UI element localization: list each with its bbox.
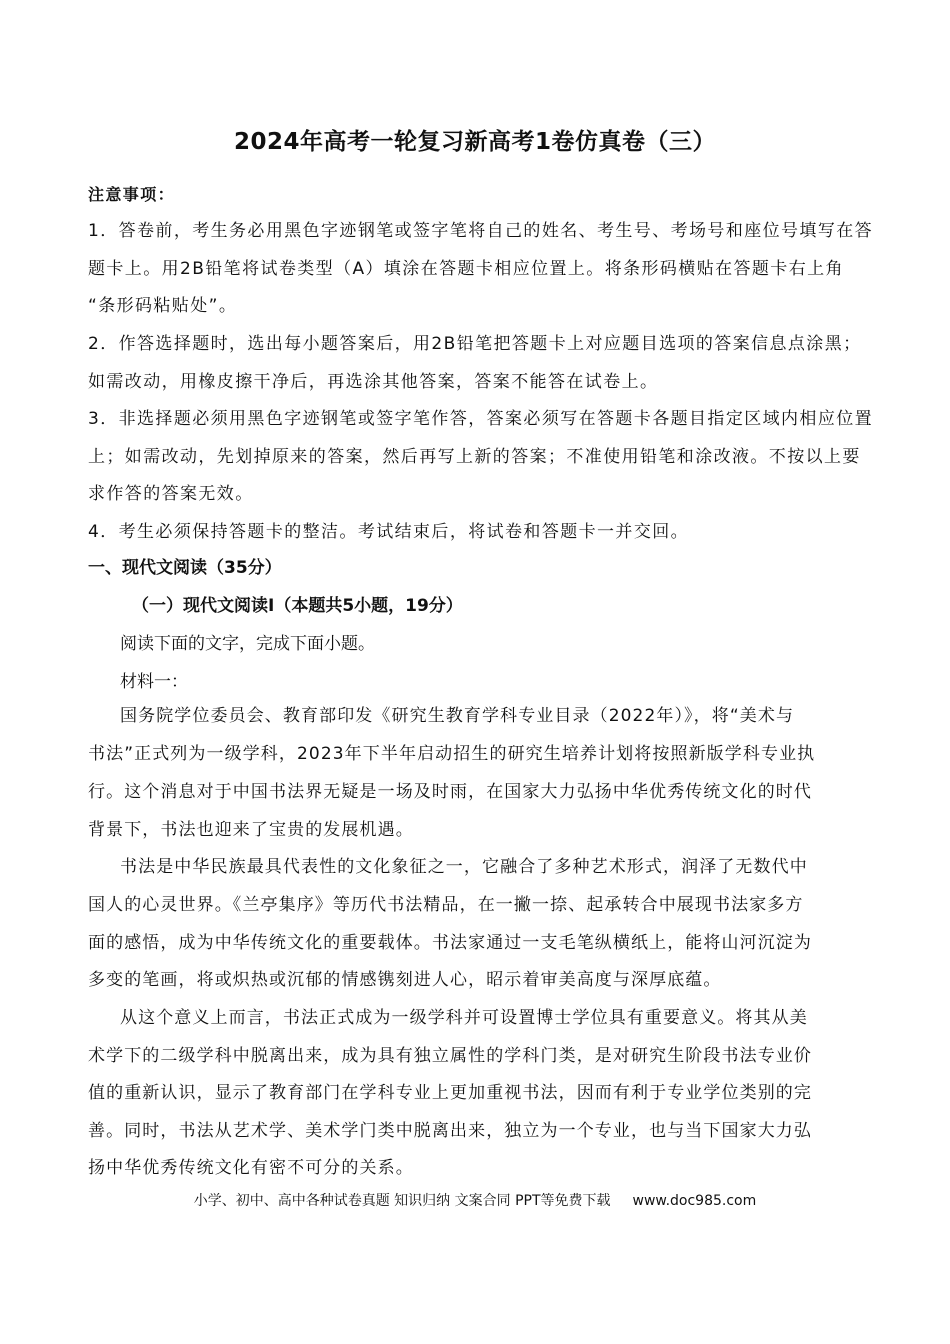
passage-line: 面的感悟，成为中华传统文化的重要载体。书法家通过一支毛笔纵横纸上，能将山河沉淀为 — [88, 933, 812, 953]
notice-line: 2．作答选择题时，选出每小题答案后，用2B铅笔把答题卡上对应题目选项的答案信息点涂黑； — [88, 334, 862, 354]
passage-line: 国务院学位委员会、教育部印发《研究生教育学科专业目录（2022年）》，将“美术与 — [120, 706, 795, 726]
exam-title: 2024年高考一轮复习新高考1卷仿真卷（三） — [233, 129, 717, 155]
footer-site-link[interactable]: www.doc985.com — [632, 1193, 757, 1209]
notice-line: “条形码粘贴处”。 — [88, 296, 238, 316]
passage-line: 国人的心灵世界。《兰亭集序》等历代书法精品，在一撇一捺、起承转合中展现书法家多方 — [88, 895, 804, 915]
notice-line: 如需改动，用橡皮擦干净后，再选涂其他答案，答案不能答在试卷上。 — [88, 372, 659, 392]
section-subheading: （一）现代文阅读I（本题共5小题，19分） — [132, 596, 463, 616]
passage-line: 多变的笔画，将或炽热或沉郁的情感镌刻进人心，昭示着审美高度与深厚底蕴。 — [88, 970, 722, 990]
material-label: 材料一： — [120, 672, 188, 692]
notice-line: 1．答卷前，考生务必用黑色字迹钢笔或签字笔将自己的姓名、考生号、考场号和座位号填写在答 — [88, 221, 874, 241]
notice-line: 题卡上。用2B铅笔将试卷类型（A）填涂在答题卡相应位置上。将条形码横贴在答题卡右上角 — [88, 259, 844, 279]
passage-line: 从这个意义上而言，书法正式成为一级学科并可设置博士学位具有重要意义。将其从美 — [120, 1008, 808, 1028]
footer-text: 小学、初中、高中各种试卷真题 知识归纳 文案合同 PPT等免费下载 — [193, 1193, 611, 1209]
notice-line: 4．考生必须保持答题卡的整洁。考试结束后，将试卷和答题卡一并交回。 — [88, 522, 690, 542]
passage-line: 背景下，书法也迎来了宝贵的发展机遇。 — [88, 820, 414, 840]
notice-line: 上；如需改动，先划掉原来的答案，然后再写上新的答案；不准使用铅笔和涂改液。不按以上要 — [88, 447, 861, 467]
notice-line: 3．非选择题必须用黑色字迹钢笔或签字笔作答，答案必须写在答题卡各题目指定区域内相应位置 — [88, 409, 874, 429]
passage-line: 术学下的二级学科中脱离出来，成为具有独立属性的学科门类，是对研究生阶段书法专业价 — [88, 1046, 812, 1066]
passage-line: 值的重新认识，显示了教育部门在学科专业上更加重视书法，因而有利于专业学位类别的完 — [88, 1083, 812, 1103]
passage-line: 扬中华优秀传统文化有密不可分的关系。 — [88, 1158, 414, 1178]
notice-line: 求作答的答案无效。 — [88, 484, 254, 504]
passage-line: 善。同时，书法从艺术学、美术学门类中脱离出来，独立为一个专业，也与当下国家大力弘 — [88, 1121, 812, 1141]
notice-heading: 注意事项： — [88, 185, 176, 204]
passage-line: 书法是中华民族最具代表性的文化象征之一，它融合了多种艺术形式，润泽了无数代中 — [120, 857, 808, 877]
section-heading: 一、现代文阅读（35分） — [88, 558, 282, 578]
passage-line: 行。这个消息对于中国书法界无疑是一场及时雨，在国家大力弘扬中华优秀传统文化的时代 — [88, 782, 812, 802]
passage-line: 书法”正式列为一级学科，2023年下半年启动招生的研究生培养计划将按照新版学科专业执 — [88, 744, 816, 764]
reading-instruction: 阅读下面的文字，完成下面小题。 — [120, 634, 375, 654]
page-footer — [0, 1190, 950, 1210]
